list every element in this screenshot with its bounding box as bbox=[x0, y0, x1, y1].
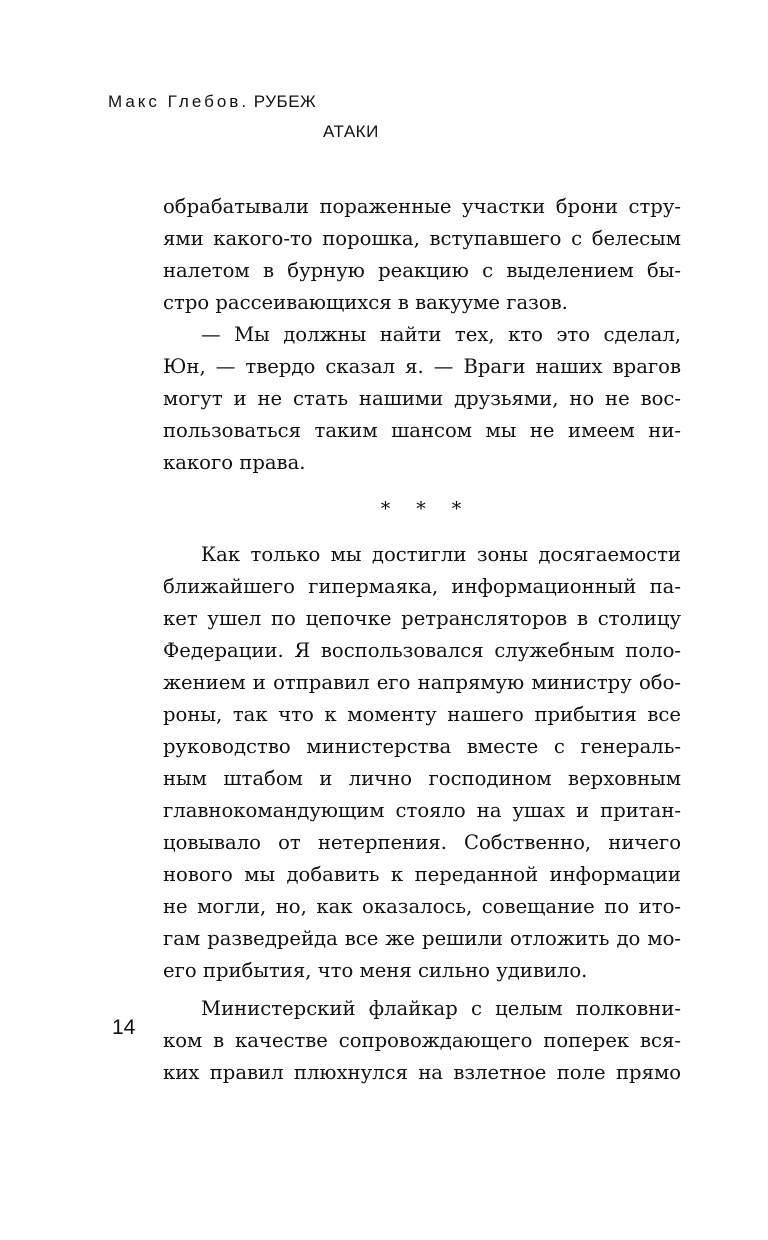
paragraph bbox=[163, 191, 681, 319]
text-line: ным штабом и лично господином верховным bbox=[163, 767, 681, 790]
paragraph bbox=[163, 319, 681, 479]
text-line: ближайшего гипермаяка, информационный па- bbox=[163, 575, 681, 598]
text-line: Министерский флайкар с целым полковни- bbox=[201, 997, 681, 1020]
text-line: ком в качестве сопровождающего поперек вся- bbox=[163, 1029, 681, 1052]
text-line: цовывало от нетерпения. Собственно, ничего bbox=[163, 831, 681, 854]
text-line: Как только мы достигли зоны досягаемости bbox=[201, 543, 681, 566]
text-line: нового мы добавить к переданной информации bbox=[163, 863, 681, 886]
running-head-author bbox=[108, 92, 316, 112]
author-name: Макс Глебов. bbox=[108, 92, 250, 111]
text-line: ких правил плюхнулся на взлетное поле прямо bbox=[163, 1061, 681, 1084]
text-line: кет ушел по цепочке ретрансляторов в столицу bbox=[163, 607, 681, 630]
text-line: стро рассеивающихся в вакууме газов. bbox=[163, 291, 568, 314]
text-line: жением и отправил его напрямую министру обо- bbox=[163, 671, 681, 694]
page-number: 14 bbox=[112, 1016, 136, 1039]
paragraph bbox=[163, 993, 681, 1089]
text-line: пользоваться таким шансом мы не имеем ни- bbox=[163, 419, 681, 442]
text-line: главнокомандующим стояло на ушах и притан- bbox=[163, 799, 681, 822]
text-line: обрабатывали пораженные участки брони стру- bbox=[163, 195, 681, 218]
text-line: его прибытия, что меня сильно удивило. bbox=[163, 959, 588, 982]
text-line: могут и не стать нашими друзьями, но не вос- bbox=[163, 387, 681, 410]
text-line: роны, так что к моменту нашего прибытия все bbox=[163, 703, 681, 726]
text-line: руководство министерства вместе с генераль- bbox=[163, 735, 681, 758]
section-separator: * * * bbox=[380, 498, 472, 520]
text-line: ями какого-то порошка, вступавшего с белесым bbox=[163, 227, 681, 250]
text-line: — Мы должны найти тех, кто это сделал, bbox=[201, 323, 681, 346]
text-line: какого права. bbox=[163, 451, 306, 474]
text-line: не могли, но, как оказалось, совещание по ито- bbox=[163, 895, 681, 918]
series-name: РУБЕЖ bbox=[253, 92, 317, 111]
text-line: гам разведрейда все же решили отложить до мо- bbox=[163, 927, 681, 950]
text-line: Юн, — твердо сказал я. — Враги наших врагов bbox=[163, 355, 681, 378]
running-head-title: АТАКИ bbox=[323, 122, 379, 141]
text-line: Федерации. Я воспользовался служебным поло- bbox=[163, 639, 681, 662]
paragraph bbox=[163, 539, 681, 987]
page-body bbox=[163, 191, 681, 1089]
text-line: налетом в бурную реакцию с выделением бы- bbox=[163, 259, 681, 282]
